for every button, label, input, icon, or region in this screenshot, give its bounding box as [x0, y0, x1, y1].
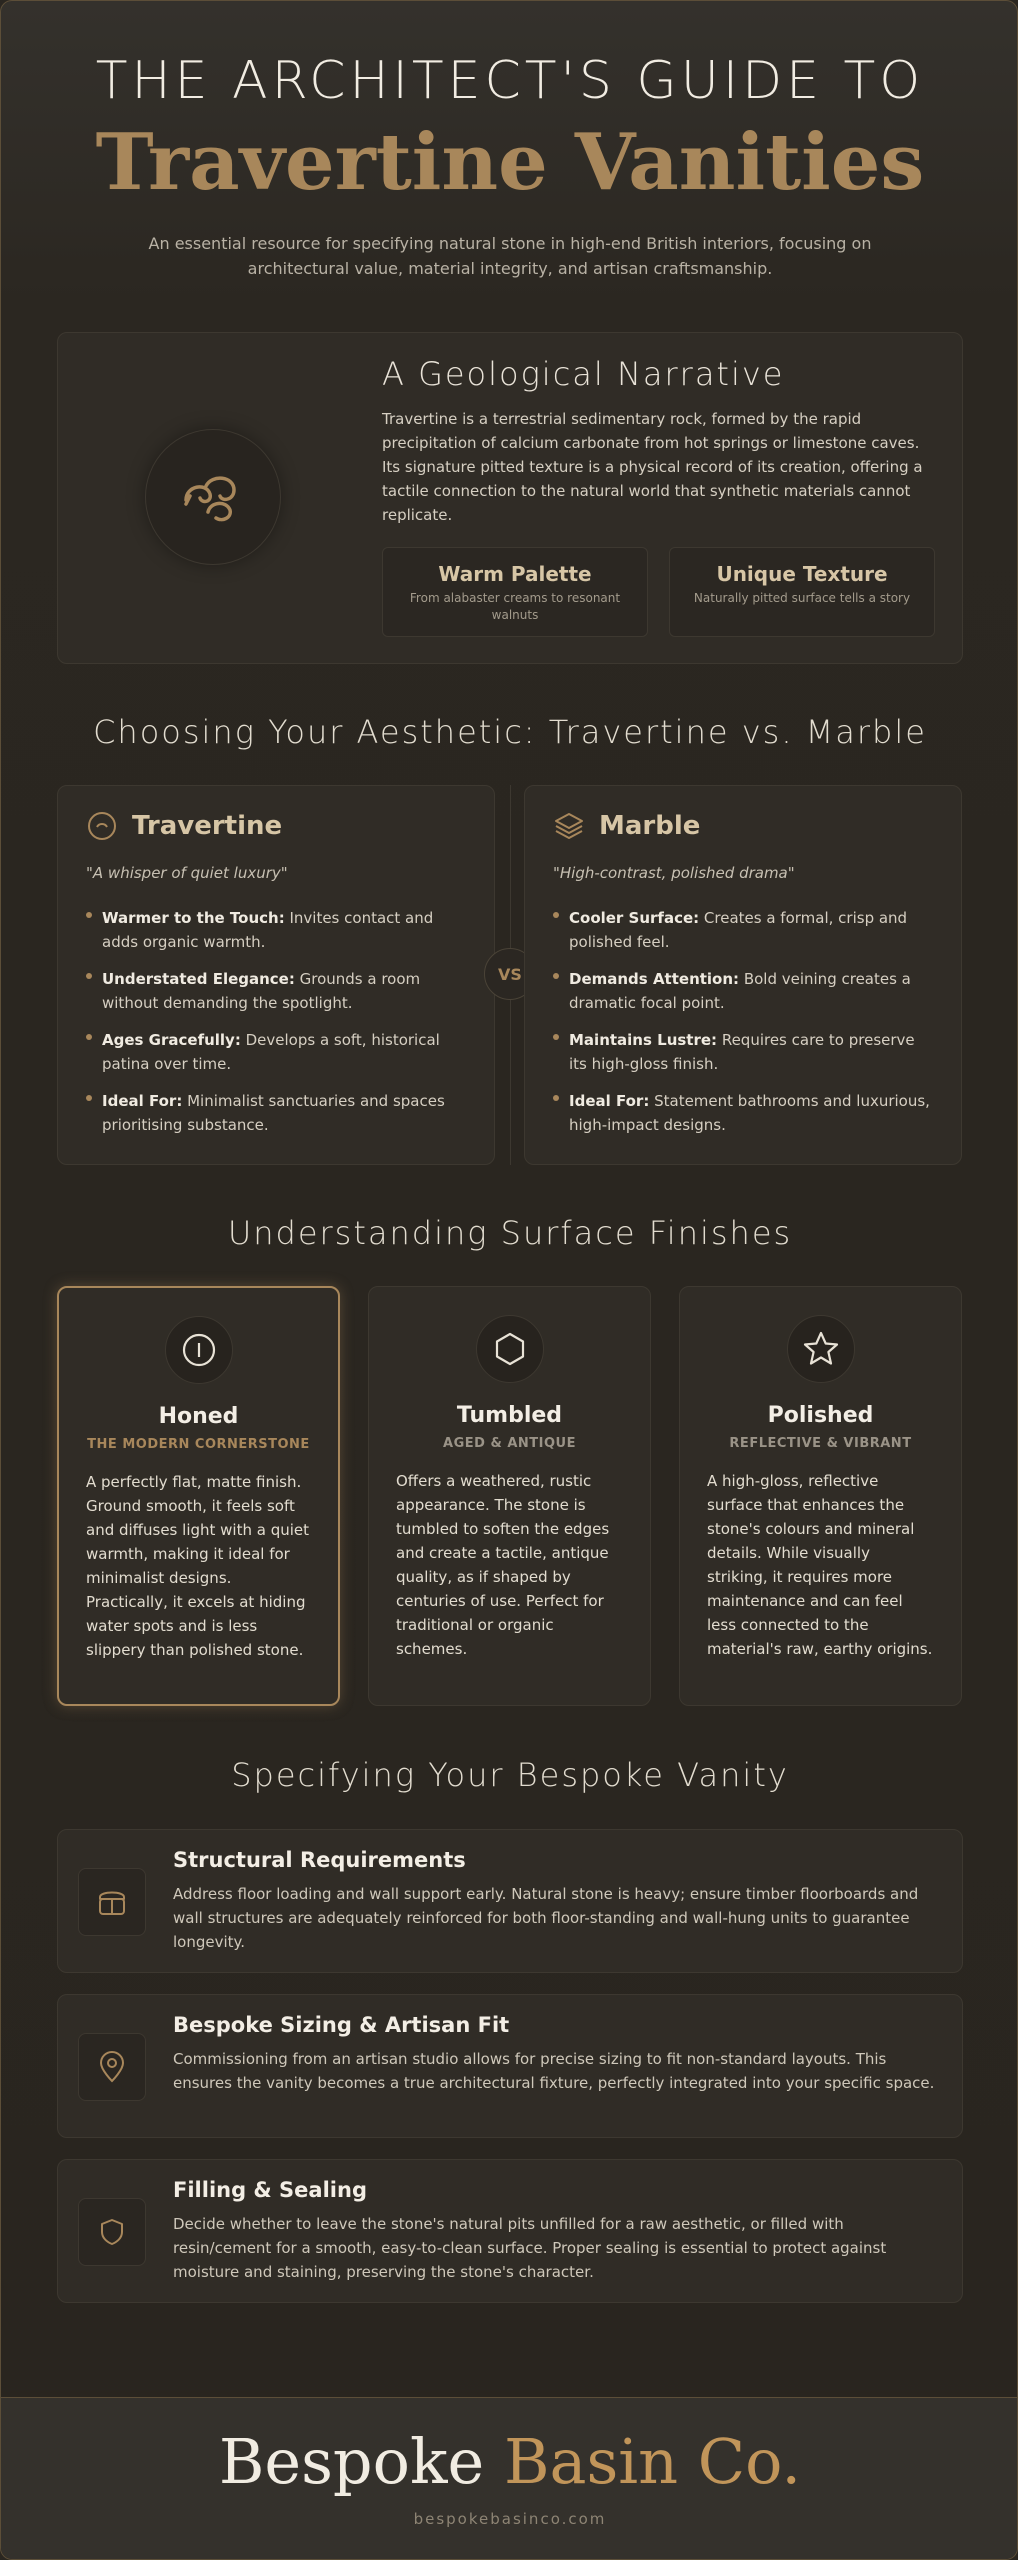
- finish-body: Offers a weathered, rustic appearance. The stone is tumbled to soften the edges and create a tactile, antique quality, as if shaped by centuries of use. Perfect for traditional or organic schemes.: [396, 1472, 610, 1658]
- spec-card-structural: [57, 1829, 963, 1973]
- stone-swirl-icon: [145, 429, 281, 565]
- finish-card-polished[interactable]: [679, 1286, 962, 1706]
- shield-icon: [78, 2198, 146, 2266]
- spec-title: Structural Requirements: [173, 1848, 466, 1872]
- comparison-title: Choosing Your Aesthetic: Travertine vs. Marble: [93, 713, 927, 751]
- feature-warm-palette: [382, 547, 648, 637]
- travertine-points: [86, 906, 466, 1150]
- marble-header: [553, 810, 700, 842]
- feature-subtitle: Naturally pitted surface tells a story: [693, 591, 911, 605]
- marble-name: Marble: [599, 811, 701, 841]
- hero-header: [1, 49, 1018, 281]
- travertine-header: [86, 810, 282, 842]
- finish-subtitle: AGED & ANTIQUE: [443, 1436, 576, 1451]
- list-item: Ideal For: Statement bathrooms and luxurious, high-impact designs.: [553, 1089, 933, 1137]
- list-item: Understated Elegance: Grounds a room without demanding the spotlight.: [86, 967, 466, 1015]
- feature-unique-texture: [669, 547, 935, 637]
- list-item: Cooler Surface: Creates a formal, crisp and polished feel.: [553, 906, 933, 954]
- layers-icon: [553, 810, 585, 842]
- marble-card: [524, 785, 962, 1165]
- list-item: Ages Gracefully: Develops a soft, historical patina over time.: [86, 1028, 466, 1076]
- geology-title: A Geological Narrative: [382, 355, 785, 393]
- feature-title: Unique Texture: [716, 562, 888, 586]
- star-icon: [787, 1315, 855, 1383]
- geology-body: Travertine is a terrestrial sedimentary rock, formed by the rapid precipitation of calcium carbonate from hot springs or limestone caves. Its signature pitted texture is a physical record of its creation, offering a tactile connection to the natural world that synthetic materials cannot replicate.: [382, 410, 923, 524]
- spec-body: Commissioning from an artisan studio allows for precise sizing to fit non-standard layouts. This ensures the vanity becomes a true architectural fixture, perfectly integrated into your specific space.: [173, 2050, 935, 2092]
- vs-badge: VS: [484, 948, 536, 1000]
- list-item: Warmer to the Touch: Invites contact and adds organic warmth.: [86, 906, 466, 954]
- spec-body: Address floor loading and wall support early. Natural stone is heavy; ensure timber floorboards and wall structures are adequately reinforced for both floor-standing and wall-hung units to guarantee longevity.: [173, 1885, 919, 1951]
- marble-tagline: "High-contrast, polished drama": [553, 864, 795, 882]
- list-item: Ideal For: Minimalist sanctuaries and spaces prioritising substance.: [86, 1089, 466, 1137]
- map-pin-icon: [78, 2033, 146, 2101]
- finish-name: Honed: [158, 1404, 239, 1429]
- vanity-cabinet-icon: [78, 1868, 146, 1936]
- geology-card: [57, 332, 963, 664]
- finish-name: Polished: [767, 1403, 874, 1428]
- finish-body: A high-gloss, reflective surface that enhances the stone's colours and mineral details. While visually striking, it requires more maintenance and can feel less connected to the material's raw, earthy origins.: [707, 1472, 933, 1658]
- list-item: Maintains Lustre: Requires care to preserve its high-gloss finish.: [553, 1028, 933, 1076]
- pre-title: THE ARCHITECT'S GUIDE TO: [95, 51, 925, 111]
- hexagon-icon: [476, 1315, 544, 1383]
- finishes-title: Understanding Surface Finishes: [227, 1214, 793, 1252]
- travertine-card: [57, 785, 495, 1165]
- specifying-title: Specifying Your Bespoke Vanity: [231, 1756, 789, 1794]
- spec-body: Decide whether to leave the stone's natural pits unfilled for a raw aesthetic, or filled with resin/cement for a smooth, easy-to-clean surface. Proper sealing is essential to protect against moisture and staining, preserving the stone's character.: [173, 2215, 887, 2281]
- list-item: Demands Attention: Bold veining creates a dramatic focal point.: [553, 967, 933, 1015]
- travertine-tagline: "A whisper of quiet luxury": [86, 864, 288, 882]
- marble-points: [553, 906, 933, 1150]
- info-circle-icon: [165, 1316, 233, 1384]
- finish-subtitle: THE MODERN CORNERSTONE: [87, 1437, 310, 1452]
- finish-subtitle: REFLECTIVE & VIBRANT: [729, 1436, 912, 1451]
- finish-body: A perfectly flat, matte finish. Ground smooth, it feels soft and diffuses light with a quiet warmth, making it ideal for minimalist designs. Practically, it excels at hiding water spots and is less slippery than polished stone.: [86, 1473, 310, 1659]
- website-url[interactable]: bespokebasinco.com: [413, 2510, 607, 2528]
- smile-circle-icon: [86, 810, 118, 842]
- finish-name: Tumbled: [456, 1403, 563, 1428]
- feature-subtitle: From alabaster creams to resonant walnuts: [409, 591, 621, 622]
- intro-text: An essential resource for specifying natural stone in high-end British interiors, focusing on architectural value, material integrity, and artisan craftsmanship.: [148, 234, 872, 278]
- travertine-name: Travertine: [132, 811, 283, 841]
- finish-card-tumbled[interactable]: [368, 1286, 651, 1706]
- page-title: Travertine Vanities: [95, 117, 925, 208]
- spec-title: Bespoke Sizing & Artisan Fit: [173, 2013, 510, 2037]
- spec-card-sizing: [57, 1994, 963, 2138]
- spec-card-sealing: [57, 2159, 963, 2303]
- footer: [1, 2397, 1018, 2560]
- brand-logo: Bespoke Basin Co.: [218, 2425, 802, 2498]
- spec-title: Filling & Sealing: [173, 2178, 367, 2202]
- feature-title: Warm Palette: [438, 562, 592, 586]
- finish-card-honed[interactable]: [57, 1286, 340, 1706]
